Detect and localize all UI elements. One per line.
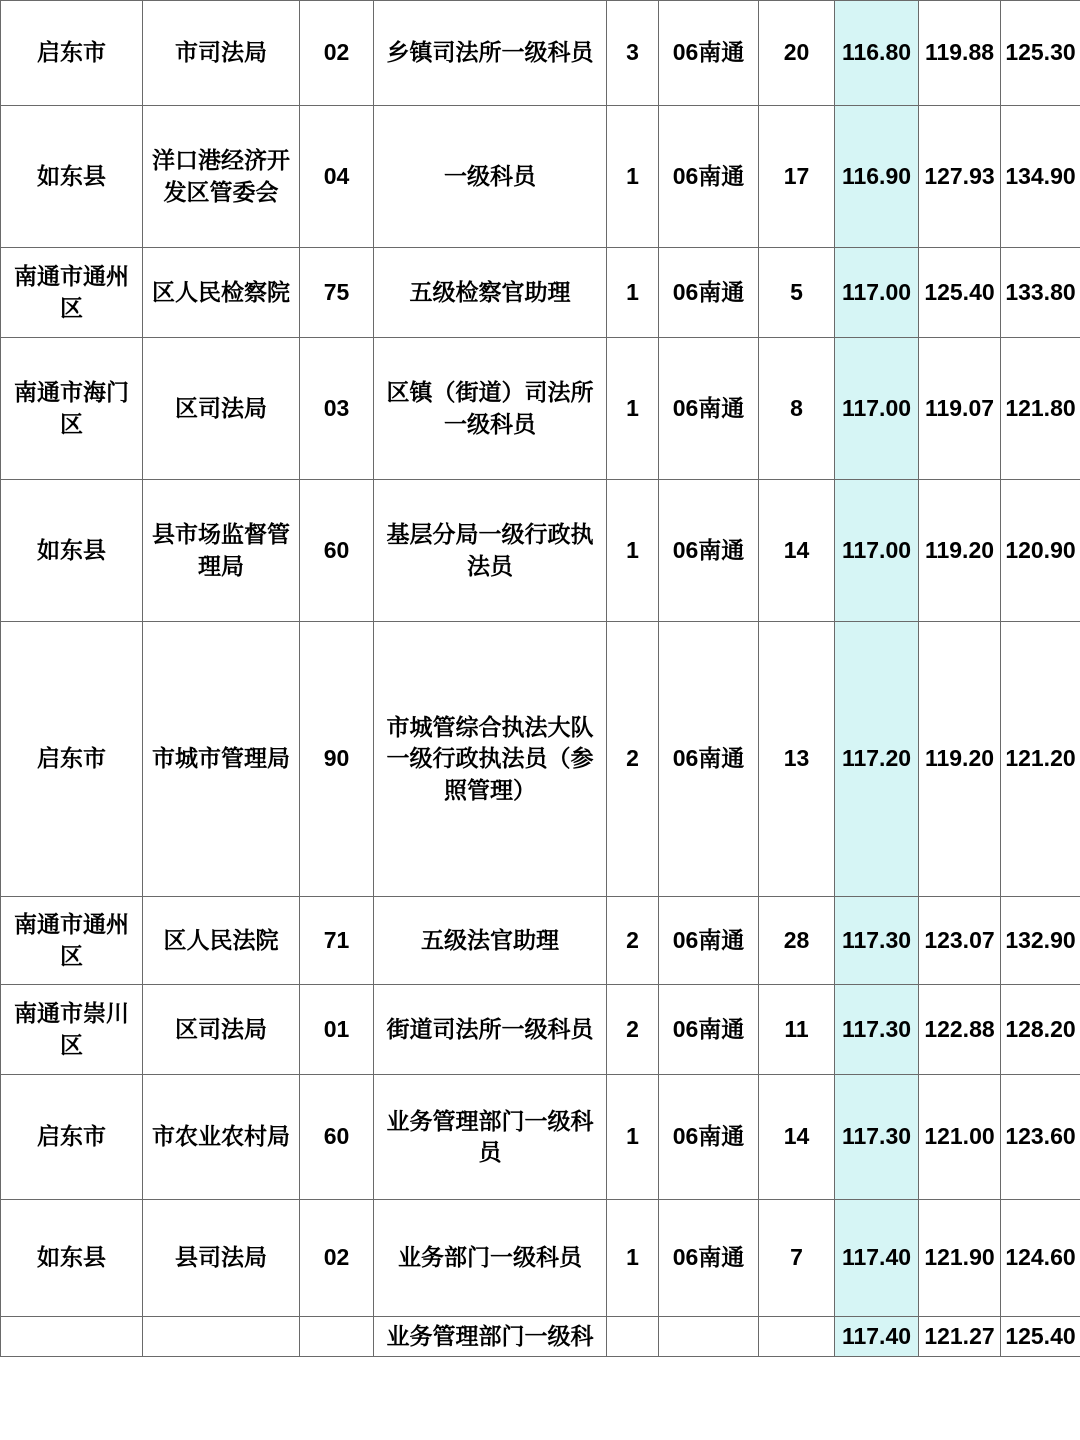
cell-count bbox=[607, 1317, 659, 1357]
cell-avg-score: 125.40 bbox=[919, 248, 1001, 338]
cell-max-score: 125.30 bbox=[1001, 1, 1080, 106]
table-row bbox=[1, 106, 1080, 248]
cell-code: 90 bbox=[300, 622, 374, 897]
cell-department: 县市场监督管理局 bbox=[143, 480, 300, 622]
cell-avg-score: 121.90 bbox=[919, 1200, 1001, 1317]
cell-region: 如东县 bbox=[1, 106, 143, 248]
table-row bbox=[1, 1, 1080, 106]
cell-min-score: 116.80 bbox=[835, 1, 919, 106]
cell-department: 区人民法院 bbox=[143, 897, 300, 985]
cell-position: 五级法官助理 bbox=[374, 897, 607, 985]
cell-region: 启东市 bbox=[1, 1, 143, 106]
cell-applied: 13 bbox=[759, 622, 835, 897]
table-row bbox=[1, 480, 1080, 622]
cell-avg-score: 121.27 bbox=[919, 1317, 1001, 1357]
cell-department: 洋口港经济开发区管委会 bbox=[143, 106, 300, 248]
cell-applied: 17 bbox=[759, 106, 835, 248]
cell-avg-score: 119.20 bbox=[919, 622, 1001, 897]
cell-avg-score: 119.07 bbox=[919, 338, 1001, 480]
cell-applied: 20 bbox=[759, 1, 835, 106]
cell-code: 71 bbox=[300, 897, 374, 985]
cell-exam-area: 06南通 bbox=[659, 480, 759, 622]
cell-min-score: 117.30 bbox=[835, 985, 919, 1075]
cell-max-score: 133.80 bbox=[1001, 248, 1080, 338]
cell-applied: 14 bbox=[759, 1075, 835, 1200]
cell-count: 1 bbox=[607, 480, 659, 622]
cell-min-score: 117.30 bbox=[835, 1075, 919, 1200]
cell-applied: 11 bbox=[759, 985, 835, 1075]
cell-min-score: 116.90 bbox=[835, 106, 919, 248]
table-row-partial bbox=[1, 1317, 1080, 1357]
cell-avg-score: 119.20 bbox=[919, 480, 1001, 622]
cell-department: 市司法局 bbox=[143, 1, 300, 106]
cell-exam-area: 06南通 bbox=[659, 1075, 759, 1200]
cell-code: 75 bbox=[300, 248, 374, 338]
cell-department: 县司法局 bbox=[143, 1200, 300, 1317]
cell-code: 03 bbox=[300, 338, 374, 480]
cell-avg-score: 121.00 bbox=[919, 1075, 1001, 1200]
cell-count: 1 bbox=[607, 106, 659, 248]
cell-min-score: 117.30 bbox=[835, 897, 919, 985]
cell-exam-area: 06南通 bbox=[659, 1200, 759, 1317]
cell-region: 南通市通州区 bbox=[1, 248, 143, 338]
cell-department: 市城市管理局 bbox=[143, 622, 300, 897]
cell-count: 2 bbox=[607, 897, 659, 985]
table-row bbox=[1, 1200, 1080, 1317]
cell-avg-score: 119.88 bbox=[919, 1, 1001, 106]
cell-code: 60 bbox=[300, 480, 374, 622]
cell-max-score: 123.60 bbox=[1001, 1075, 1080, 1200]
cell-position: 基层分局一级行政执法员 bbox=[374, 480, 607, 622]
table-row bbox=[1, 338, 1080, 480]
cell-max-score: 132.90 bbox=[1001, 897, 1080, 985]
cell-max-score: 121.20 bbox=[1001, 622, 1080, 897]
cell-max-score: 120.90 bbox=[1001, 480, 1080, 622]
cell-region bbox=[1, 1317, 143, 1357]
cell-min-score: 117.20 bbox=[835, 622, 919, 897]
cell-applied: 8 bbox=[759, 338, 835, 480]
cell-max-score: 124.60 bbox=[1001, 1200, 1080, 1317]
cell-count: 2 bbox=[607, 985, 659, 1075]
cell-applied: 14 bbox=[759, 480, 835, 622]
cell-max-score: 121.80 bbox=[1001, 338, 1080, 480]
cell-exam-area bbox=[659, 1317, 759, 1357]
cell-position: 区镇（街道）司法所一级科员 bbox=[374, 338, 607, 480]
cell-max-score: 125.40 bbox=[1001, 1317, 1080, 1357]
cell-avg-score: 123.07 bbox=[919, 897, 1001, 985]
cell-code: 02 bbox=[300, 1200, 374, 1317]
cell-position: 五级检察官助理 bbox=[374, 248, 607, 338]
cell-count: 1 bbox=[607, 248, 659, 338]
cell-code: 02 bbox=[300, 1, 374, 106]
table-row bbox=[1, 1075, 1080, 1200]
cell-max-score: 128.20 bbox=[1001, 985, 1080, 1075]
cell-department: 区人民检察院 bbox=[143, 248, 300, 338]
table-row bbox=[1, 985, 1080, 1075]
cell-position: 市城管综合执法大队一级行政执法员（参照管理） bbox=[374, 622, 607, 897]
cell-applied: 7 bbox=[759, 1200, 835, 1317]
cell-position: 乡镇司法所一级科员 bbox=[374, 1, 607, 106]
cell-count: 3 bbox=[607, 1, 659, 106]
cell-department: 区司法局 bbox=[143, 338, 300, 480]
cell-avg-score: 127.93 bbox=[919, 106, 1001, 248]
cell-exam-area: 06南通 bbox=[659, 106, 759, 248]
cell-region: 启东市 bbox=[1, 622, 143, 897]
cell-position: 一级科员 bbox=[374, 106, 607, 248]
cell-count: 2 bbox=[607, 622, 659, 897]
cell-exam-area: 06南通 bbox=[659, 897, 759, 985]
cell-department bbox=[143, 1317, 300, 1357]
table-row bbox=[1, 248, 1080, 338]
cell-exam-area: 06南通 bbox=[659, 1, 759, 106]
cell-region: 南通市崇川区 bbox=[1, 985, 143, 1075]
cell-department: 市农业农村局 bbox=[143, 1075, 300, 1200]
cell-min-score: 117.00 bbox=[835, 480, 919, 622]
cell-code: 01 bbox=[300, 985, 374, 1075]
cell-applied: 5 bbox=[759, 248, 835, 338]
cell-region: 如东县 bbox=[1, 480, 143, 622]
cell-position: 业务管理部门一级科员 bbox=[374, 1075, 607, 1200]
table-row bbox=[1, 897, 1080, 985]
cell-region: 南通市通州区 bbox=[1, 897, 143, 985]
cell-position: 业务管理部门一级科 bbox=[374, 1317, 607, 1357]
cell-avg-score: 122.88 bbox=[919, 985, 1001, 1075]
cell-region: 如东县 bbox=[1, 1200, 143, 1317]
cell-applied bbox=[759, 1317, 835, 1357]
cell-max-score: 134.90 bbox=[1001, 106, 1080, 248]
cell-region: 启东市 bbox=[1, 1075, 143, 1200]
cell-position: 业务部门一级科员 bbox=[374, 1200, 607, 1317]
cell-code: 04 bbox=[300, 106, 374, 248]
cell-min-score: 117.40 bbox=[835, 1200, 919, 1317]
cell-department: 区司法局 bbox=[143, 985, 300, 1075]
cell-min-score: 117.00 bbox=[835, 248, 919, 338]
cell-applied: 28 bbox=[759, 897, 835, 985]
cell-min-score: 117.40 bbox=[835, 1317, 919, 1357]
cell-code: 60 bbox=[300, 1075, 374, 1200]
cell-region: 南通市海门区 bbox=[1, 338, 143, 480]
cell-count: 1 bbox=[607, 1075, 659, 1200]
table-body bbox=[1, 1, 1080, 1357]
cell-count: 1 bbox=[607, 1200, 659, 1317]
cell-code bbox=[300, 1317, 374, 1357]
cell-exam-area: 06南通 bbox=[659, 338, 759, 480]
cell-exam-area: 06南通 bbox=[659, 985, 759, 1075]
cell-exam-area: 06南通 bbox=[659, 248, 759, 338]
cell-min-score: 117.00 bbox=[835, 338, 919, 480]
cell-count: 1 bbox=[607, 338, 659, 480]
cell-exam-area: 06南通 bbox=[659, 622, 759, 897]
table-row bbox=[1, 622, 1080, 897]
cell-position: 街道司法所一级科员 bbox=[374, 985, 607, 1075]
